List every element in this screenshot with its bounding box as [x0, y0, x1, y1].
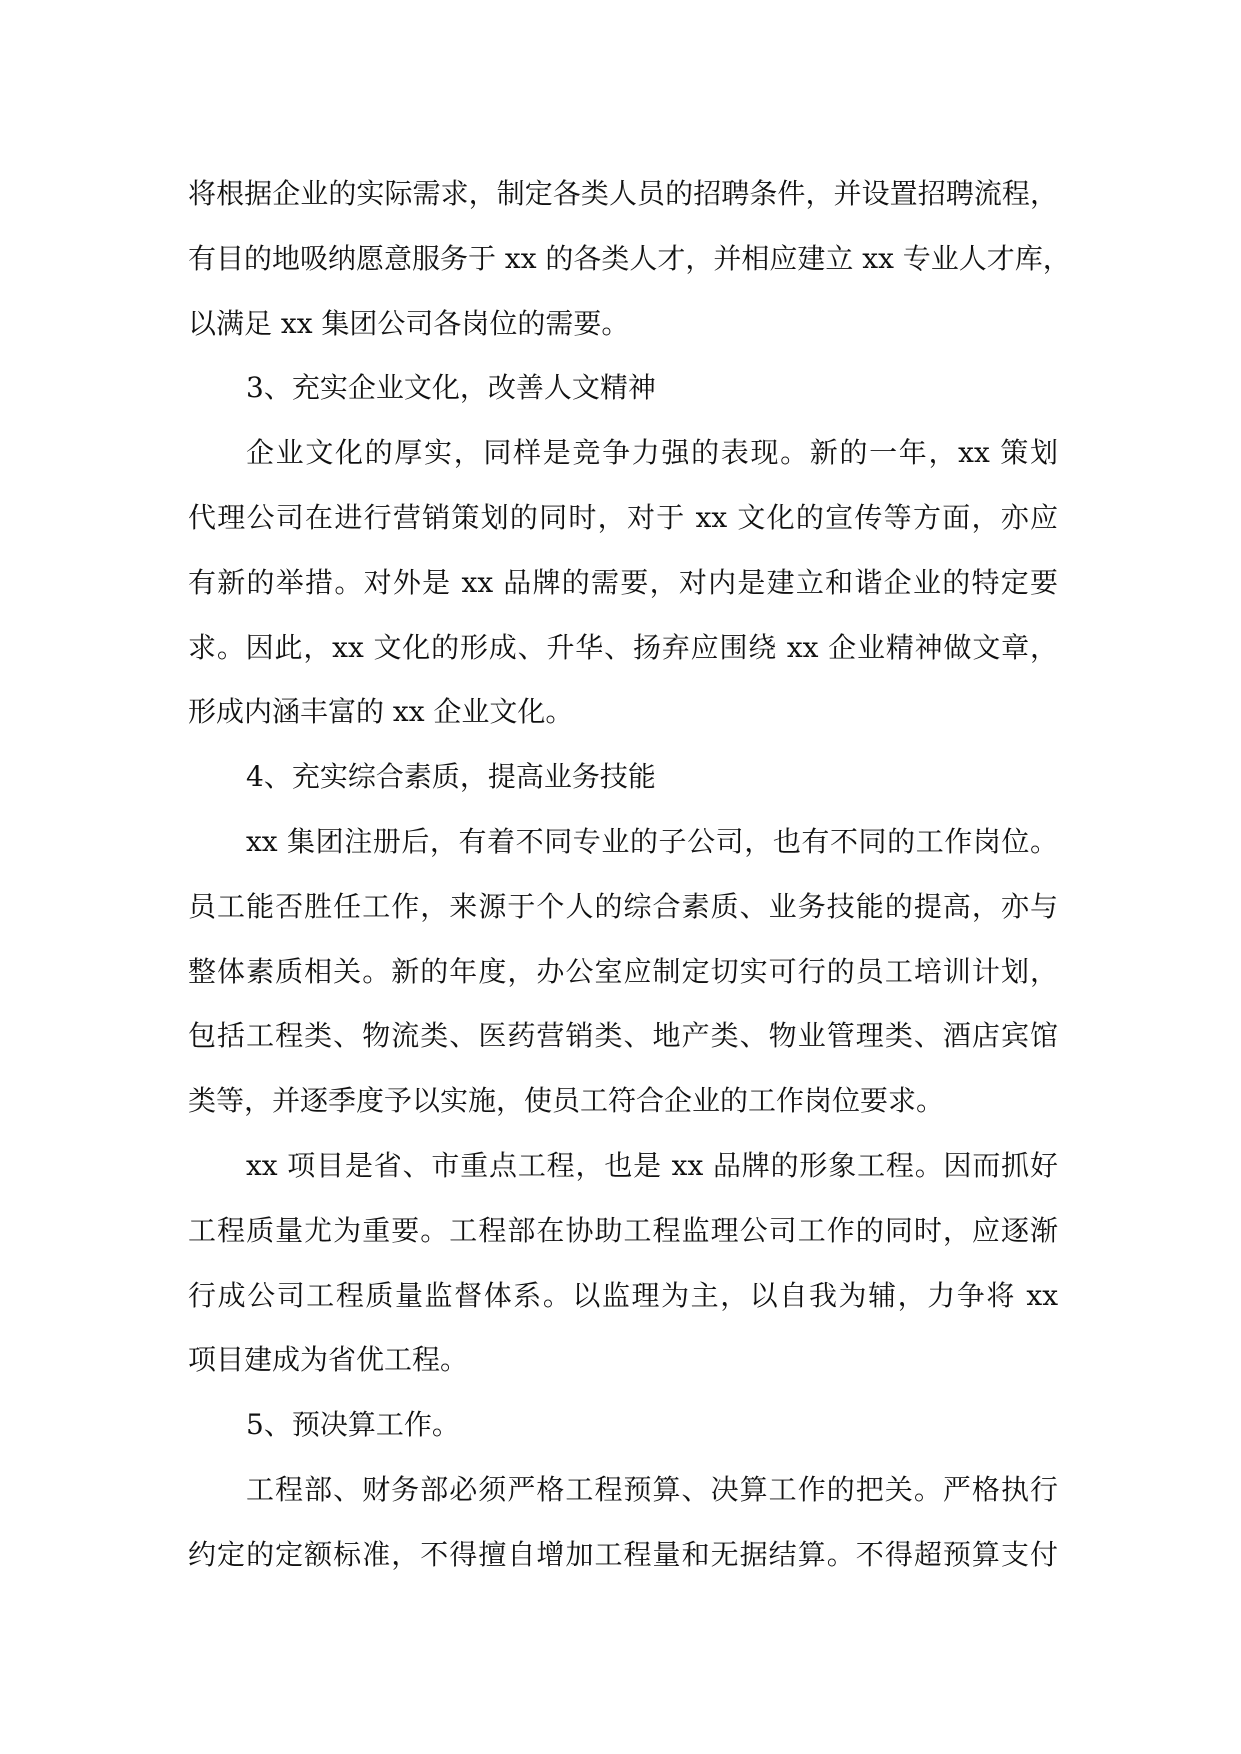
body-line: xx 项目是省、市重点工程，也是 xx 品牌的形象工程。因而抓好	[246, 1148, 1058, 1182]
body-line: 有目的地吸纳愿意服务于 xx 的各类人才，并相应建立 xx 专业人才库，	[188, 241, 1071, 275]
body-line: 行成公司工程质量监督体系。以监理为主，以自我为辅，力争将 xx	[188, 1278, 1058, 1312]
body-line: 整体素质相关。新的年度，办公室应制定切实可行的员工培训计划，	[188, 954, 1058, 988]
body-line: 企业文化的厚实，同样是竞争力强的表现。新的一年，xx 策划	[246, 436, 1058, 470]
body-line: 求。因此，xx 文化的形成、升华、扬弃应围绕 xx 企业精神做文章，	[188, 630, 1058, 664]
body-line: 工程质量尤为重要。工程部在协助工程监理公司工作的同时，应逐渐	[188, 1213, 1058, 1247]
section-heading-3: 3、充实企业文化，改善人文精神	[246, 371, 656, 405]
body-line: 员工能否胜任工作，来源于个人的综合素质、业务技能的提高，亦与	[188, 889, 1058, 923]
body-line: 以满足 xx 集团公司各岗位的需要。	[188, 306, 630, 340]
body-line: 项目建成为省优工程。	[188, 1343, 469, 1377]
body-line: 工程部、财务部必须严格工程预算、决算工作的把关。严格执行	[246, 1472, 1058, 1506]
document-body	[188, 162, 1071, 1588]
section-heading-4: 4、充实综合素质，提高业务技能	[246, 760, 656, 794]
body-line: 形成内涵丰富的 xx 企业文化。	[188, 695, 574, 729]
body-line: 有新的举措。对外是 xx 品牌的需要，对内是建立和谐企业的特定要	[188, 565, 1058, 599]
body-line: xx 集团注册后，有着不同专业的子公司，也有不同的工作岗位。	[246, 824, 1058, 858]
section-heading-5: 5、预决算工作。	[246, 1408, 460, 1442]
body-line: 包括工程类、物流类、医药营销类、地产类、物业管理类、酒店宾馆	[188, 1019, 1058, 1053]
body-line: 约定的定额标准，不得擅自增加工程量和无据结算。不得超预算支付	[188, 1537, 1058, 1571]
body-line: 将根据企业的实际需求，制定各类人员的招聘条件，并设置招聘流程，	[188, 177, 1058, 210]
body-line: 代理公司在进行营销策划的同时，对于 xx 文化的宣传等方面，亦应	[188, 500, 1058, 534]
body-line: 类等，并逐季度予以实施，使员工符合企业的工作岗位要求。	[188, 1084, 945, 1118]
